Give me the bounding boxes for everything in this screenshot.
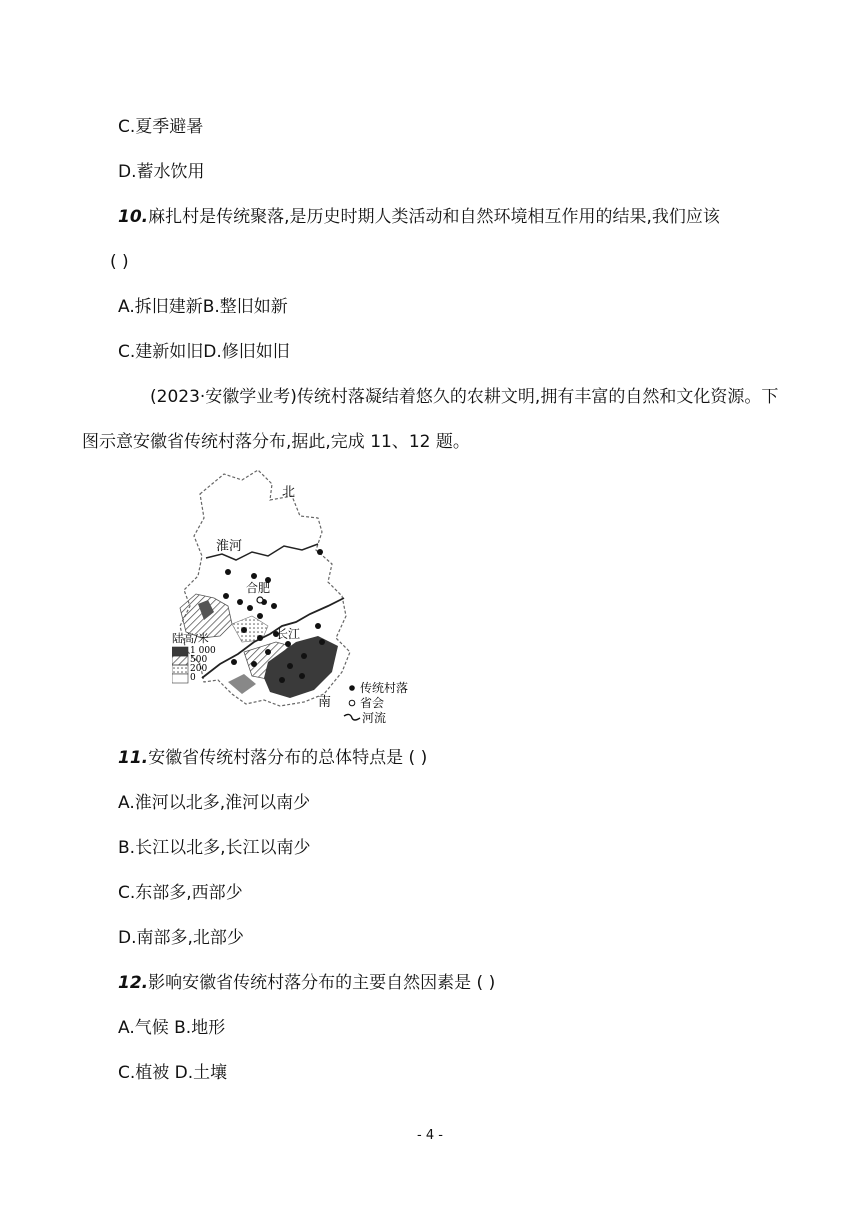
- elev-swatch-1000: [172, 647, 188, 656]
- q11-option-d: D.南部多,北部少: [118, 928, 244, 948]
- q12-stem: 影响安徽省传统村落分布的主要自然因素是 ( ): [148, 973, 496, 993]
- q9-option-c: C.夏季避暑: [118, 117, 204, 137]
- q11-number: 11.: [118, 748, 149, 768]
- intro-line-2: 图示意安徽省传统村落分布,据此,完成 11、12 题。: [82, 432, 470, 452]
- elev-tick-200: 200: [190, 664, 208, 674]
- q10-bracket: ( ): [110, 252, 129, 272]
- page-number: - 4 -: [417, 1128, 443, 1143]
- q11-option-b: B.长江以北多,长江以南少: [118, 838, 311, 858]
- legend-river-label: 河流: [362, 711, 387, 725]
- intro-line-1: (2023·安徽学业考)传统村落凝结着悠久的农耕文明,拥有丰富的自然和文化资源。下: [150, 387, 779, 407]
- elev-tick-500: 500: [190, 655, 208, 665]
- elev-swatch-0: [172, 674, 188, 683]
- q11-stem-line: [118, 747, 427, 769]
- q11-option-a: A.淮河以北多,淮河以南少: [118, 793, 311, 813]
- south-label: 南: [318, 695, 332, 710]
- q10-stem-line: [118, 206, 720, 228]
- legend-river-symbol: [344, 714, 360, 720]
- q11-option-c: C.东部多,西部少: [118, 883, 243, 903]
- elev-tick-1000: 1 000: [190, 646, 216, 656]
- changjiang-label: 长江: [276, 627, 301, 641]
- q12-stem-line: [118, 972, 495, 994]
- elev-swatch-500: [172, 656, 188, 665]
- q9-option-d: D.蓄水饮用: [118, 162, 205, 182]
- legend-capital-label: 省会: [360, 696, 385, 710]
- q10-stem: 麻扎村是传统聚落,是历史时期人类活动和自然环境相互作用的结果,我们应该: [148, 207, 720, 227]
- q12-options-cd: C.植被 D.土壤: [118, 1063, 228, 1083]
- q12-options-ab: A.气候 B.地形: [118, 1018, 226, 1038]
- north-label: 北: [282, 485, 296, 500]
- elev-swatch-200: [172, 665, 188, 674]
- q10-number: 10.: [118, 207, 149, 227]
- huaihe-label: 淮河: [216, 539, 243, 554]
- elevation-title: 陆高/米: [172, 632, 209, 645]
- hefei-capital-marker: [257, 597, 263, 603]
- q10-options-ab: A.拆旧建新B.整旧如新: [118, 297, 288, 317]
- q11-stem: 安徽省传统村落分布的总体特点是 ( ): [148, 748, 428, 768]
- legend-capital-symbol: [349, 700, 355, 706]
- q12-number: 12.: [118, 973, 149, 993]
- elev-tick-0: 0: [190, 673, 196, 683]
- legend-village-label: 传统村落: [360, 681, 409, 695]
- legend-village-symbol: [349, 685, 355, 691]
- q10-options-cd: C.建新如旧D.修旧如旧: [118, 342, 290, 362]
- anhui-village-map: [172, 466, 422, 728]
- hefei-label: 合肥: [246, 581, 271, 595]
